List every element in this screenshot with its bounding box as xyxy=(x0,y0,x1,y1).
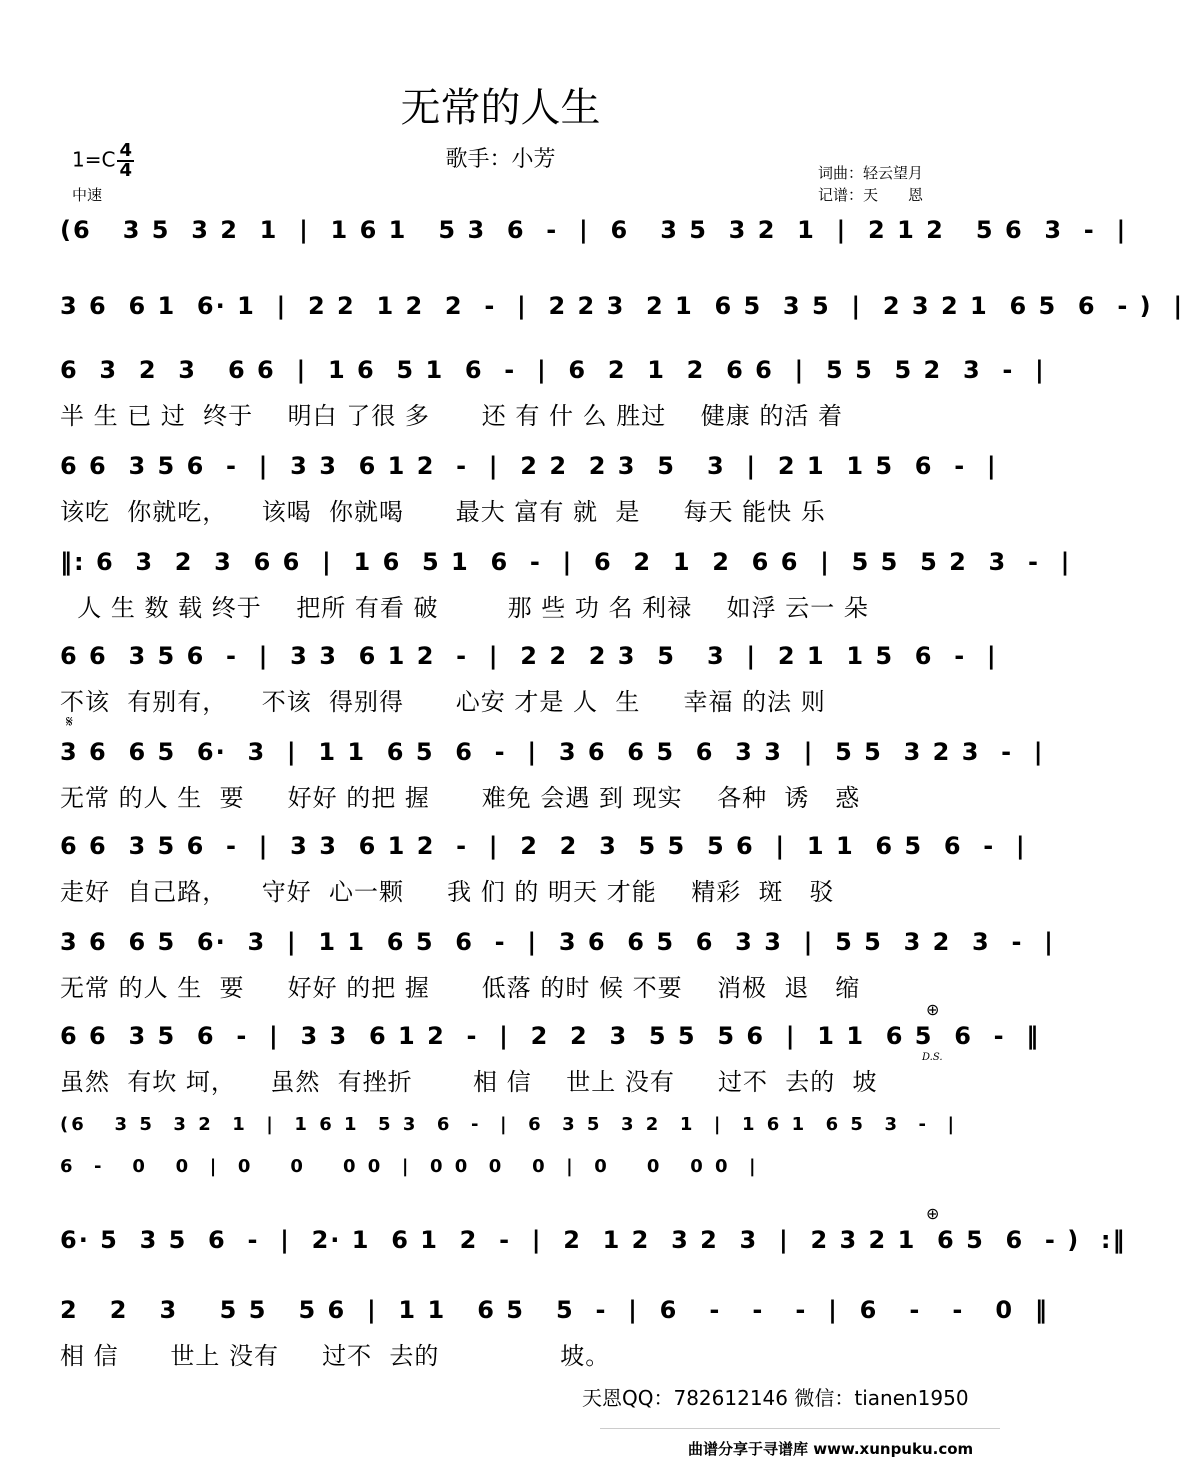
notation-line: 6· 5 3 5 6 - | 2· 1 6 1 2 - | 2 1 2 3 2 3 | 2 3 2 1 6 5 6 - ) :‖ xyxy=(60,1226,1127,1254)
lyric-line: 相 信 世上 没有 过不 去的 坡。 xyxy=(60,1342,611,1370)
segno-mark: 𝄋 xyxy=(66,712,73,731)
lyric-line: 半 生 已 过 终于 明白 了很 多 还 有 什 么 胜过 健康 的活 着 xyxy=(60,402,843,430)
lyric-line: 无常 的人 生 要 好好 的把 握 难免 会遇 到 现实 各种 诱 惑 xyxy=(60,784,861,812)
singer: 歌手：小芳 xyxy=(445,147,556,172)
lyric-line: 走好 自己路， 守好 心一颗 我 们 的 明天 才能 精彩 斑 驳 xyxy=(60,878,835,906)
notation-line: 6 - 0 0 | 0 0 0 0 | 0 0 0 0 | 0 0 0 0 | xyxy=(60,1156,759,1177)
site-credit: 曲谱分享于寻谱库 www.xunpuku.com xyxy=(688,1440,974,1458)
footer-divider xyxy=(600,1428,1000,1429)
ds-mark: D.S. xyxy=(922,1052,943,1063)
lyric-line: 人 生 数 载 终于 把所 有看 破 那 些 功 名 利禄 如浮 云一 朵 xyxy=(60,594,869,622)
notation-line: ‖: 6 3 2 3 6 6 | 1 6 5 1 6 - | 6 2 1 2 6 6 | 5 5 5 2 3 - | xyxy=(60,548,1072,576)
coda-mark: ⊕ xyxy=(926,1000,940,1019)
notation-line: 3 6 6 5 6· 3 | 1 1 6 5 6 - | 3 6 6 5 6 3 3 | 5 5 3 2 3 - | xyxy=(60,738,1045,766)
time-top: 4 xyxy=(119,140,132,161)
page-title: 无常的人生 xyxy=(400,85,601,131)
notation-line: (6 3 5 3 2 1 | 1 6 1 5 3 6 - | 6 3 5 3 2 1 | 1 6 1 6 5 3 - | xyxy=(60,1114,958,1135)
lyric-line: 虽然 有坎 坷， 虽然 有挫折 相 信 世上 没有 过不 去的 坡 xyxy=(60,1068,878,1096)
notation-line: 6 6 3 5 6 - | 3 3 6 1 2 - | 2 2 3 5 5 5 6 | 1 1 6 5 6 - | xyxy=(60,832,1027,860)
contact-info: 天恩QQ：782612146 微信：tianen1950 xyxy=(582,1386,969,1410)
notation-line: 6 6 3 5 6 - | 3 3 6 1 2 - | 2 2 2 3 5 3 | 2 1 1 5 6 - | xyxy=(60,642,998,670)
coda-mark-2: ⊕ xyxy=(926,1204,940,1223)
key-label: 1=C xyxy=(72,147,116,172)
time-signature xyxy=(117,142,134,180)
notation-line: 3 6 6 5 6· 3 | 1 1 6 5 6 - | 3 6 6 5 6 3 3 | 5 5 3 2 3 - | xyxy=(60,928,1055,956)
notation-line: 6 6 3 5 6 - | 3 3 6 1 2 - | 2 2 2 3 5 3 | 2 1 1 5 6 - | xyxy=(60,452,998,480)
time-bottom: 4 xyxy=(119,160,132,181)
notation-line: 6 3 2 3 6 6 | 1 6 5 1 6 - | 6 2 1 2 6 6 | 5 5 5 2 3 - | xyxy=(60,356,1046,384)
notation-line: 3 6 6 1 6· 1 | 2 2 1 2 2 - | 2 2 3 2 1 6 5 3 5 | 2 3 2 1 6 5 6 - ) | xyxy=(60,292,1184,320)
lyric-line: 无常 的人 生 要 好好 的把 握 低落 的时 候 不要 消极 退 缩 xyxy=(60,974,861,1002)
credit-notation: 记谱：天 恩 xyxy=(818,186,924,204)
key-signature xyxy=(72,142,134,180)
credit-lyrics: 词曲：轻云望月 xyxy=(818,164,924,182)
lyric-line: 不该 有别有， 不该 得别得 心安 才是 人 生 幸福 的法 则 xyxy=(60,688,826,716)
credits xyxy=(818,162,923,206)
notation-line: 2 2 3 5 5 5 6 | 1 1 6 5 5 - | 6 - - - | 6 - - 0 ‖ xyxy=(60,1296,1049,1324)
notation-line: (6 3 5 3 2 1 | 1 6 1 5 3 6 - | 6 3 5 3 2 1 | 2 1 2 5 6 3 - | xyxy=(60,216,1128,244)
tempo: 中速 xyxy=(72,186,103,204)
lyric-line: 该吃 你就吃， 该喝 你就喝 最大 富有 就 是 每天 能快 乐 xyxy=(60,498,826,526)
notation-line: 6 6 3 5 6 - | 3 3 6 1 2 - | 2 2 3 5 5 5 6 | 1 1 6 5 6 - ‖ xyxy=(60,1022,1041,1050)
